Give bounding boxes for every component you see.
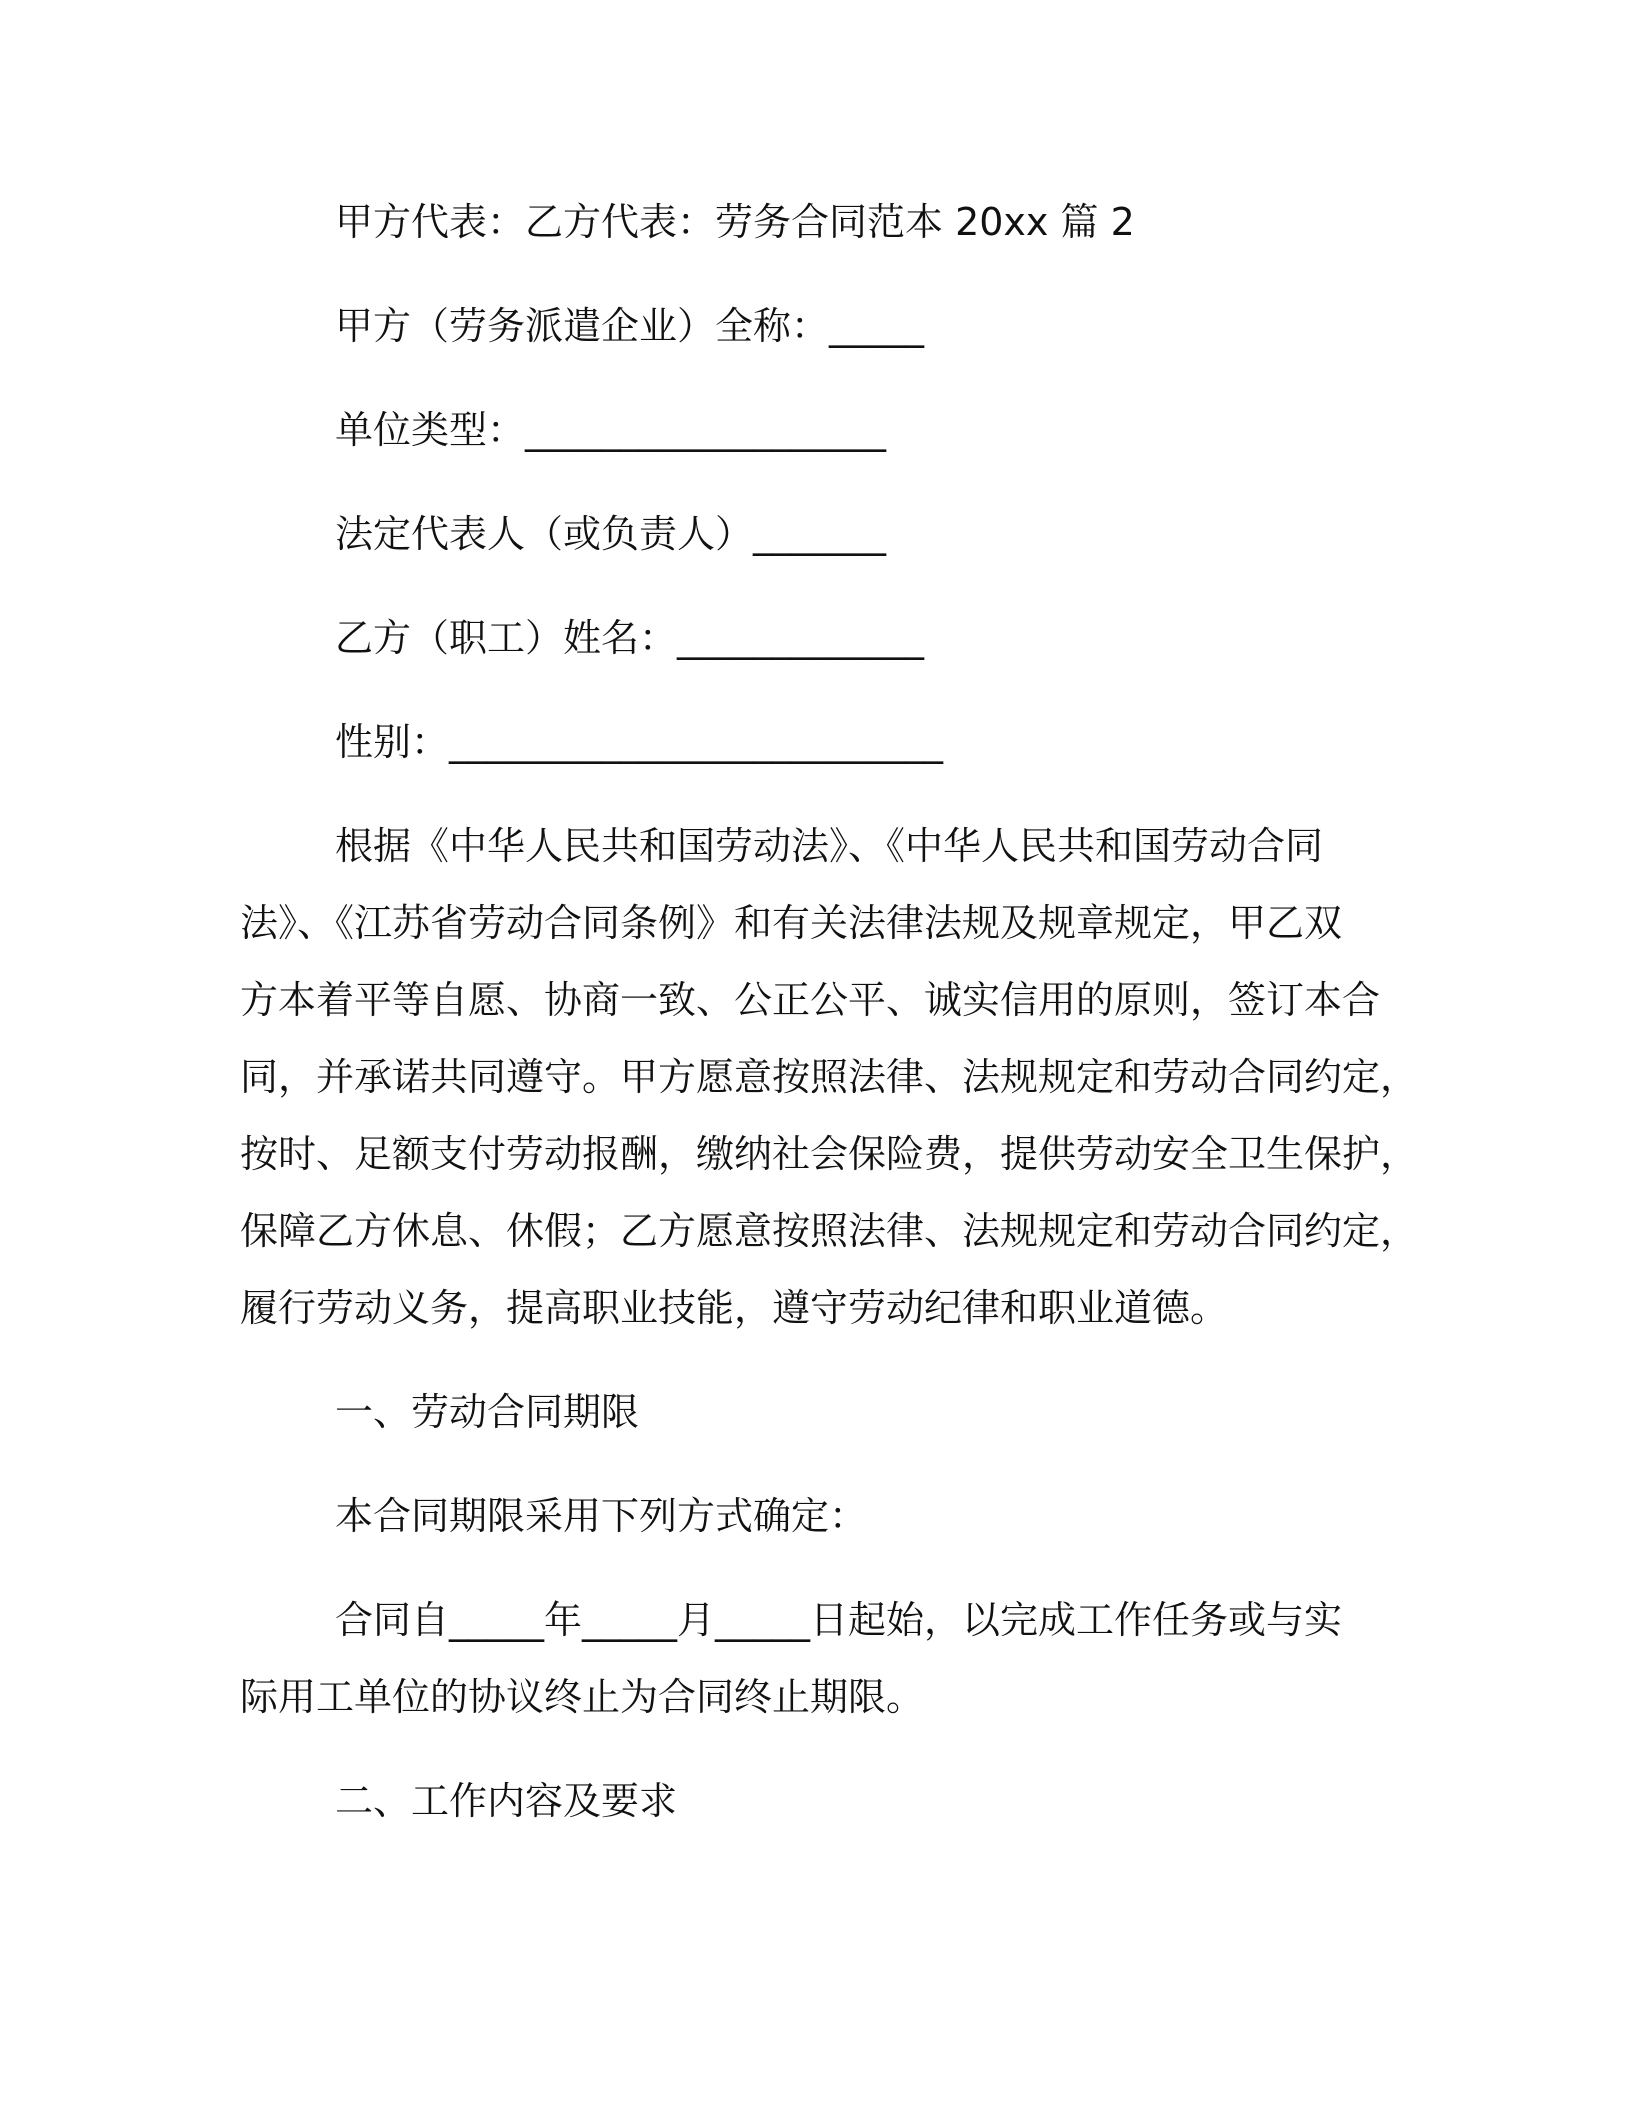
term-method-line: 本合同期限采用下列方式确定： [335,1494,868,1538]
legal-representative-line: 法定代表人（或负责人）_______ [335,512,887,556]
paragraph-line-3: 方本着平等自愿、协商一致、公正公平、诚实信用的原则，签订本合 [240,978,1381,1022]
party-a-name-line: 甲方（劳务派遣企业）全称：_____ [335,304,925,348]
paragraph-line-1: 根据《中华人民共和国劳动法》、《中华人民共和国劳动合同 [335,824,1324,868]
section-heading-contract-term: 一、劳动合同期限 [335,1390,640,1434]
paragraph-line-2: 法》、《江苏省劳动合同条例》和有关法律法规及规章规定，甲乙双 [240,901,1343,945]
section-heading-work-content: 二、工作内容及要求 [335,1779,678,1823]
contract-start-line: 合同自_____年_____月_____日起始，以完成工作任务或与实 [335,1598,1343,1642]
contract-end-line: 际用工单位的协议终止为合同终止期限。 [240,1675,925,1719]
paragraph-line-7: 履行劳动义务，提高职业技能，遵守劳动纪律和职业道德。 [240,1286,1229,1330]
gender-line: 性别：__________________________ [335,720,944,764]
representatives-title-line: 甲方代表：乙方代表：劳务合同范本 20xx 篇 2 [335,200,1135,244]
paragraph-line-4: 同，并承诺共同遵守。甲方愿意按照法律、法规规定和劳动合同约定， [240,1055,1419,1099]
party-b-name-line: 乙方（职工）姓名：_____________ [335,616,925,660]
unit-type-line: 单位类型：___________________ [335,408,887,452]
paragraph-line-6: 保障乙方休息、休假；乙方愿意按照法律、法规规定和劳动合同约定， [240,1209,1419,1253]
paragraph-line-5: 按时、足额支付劳动报酬，缴纳社会保险费，提供劳动安全卫生保护， [240,1132,1419,1176]
